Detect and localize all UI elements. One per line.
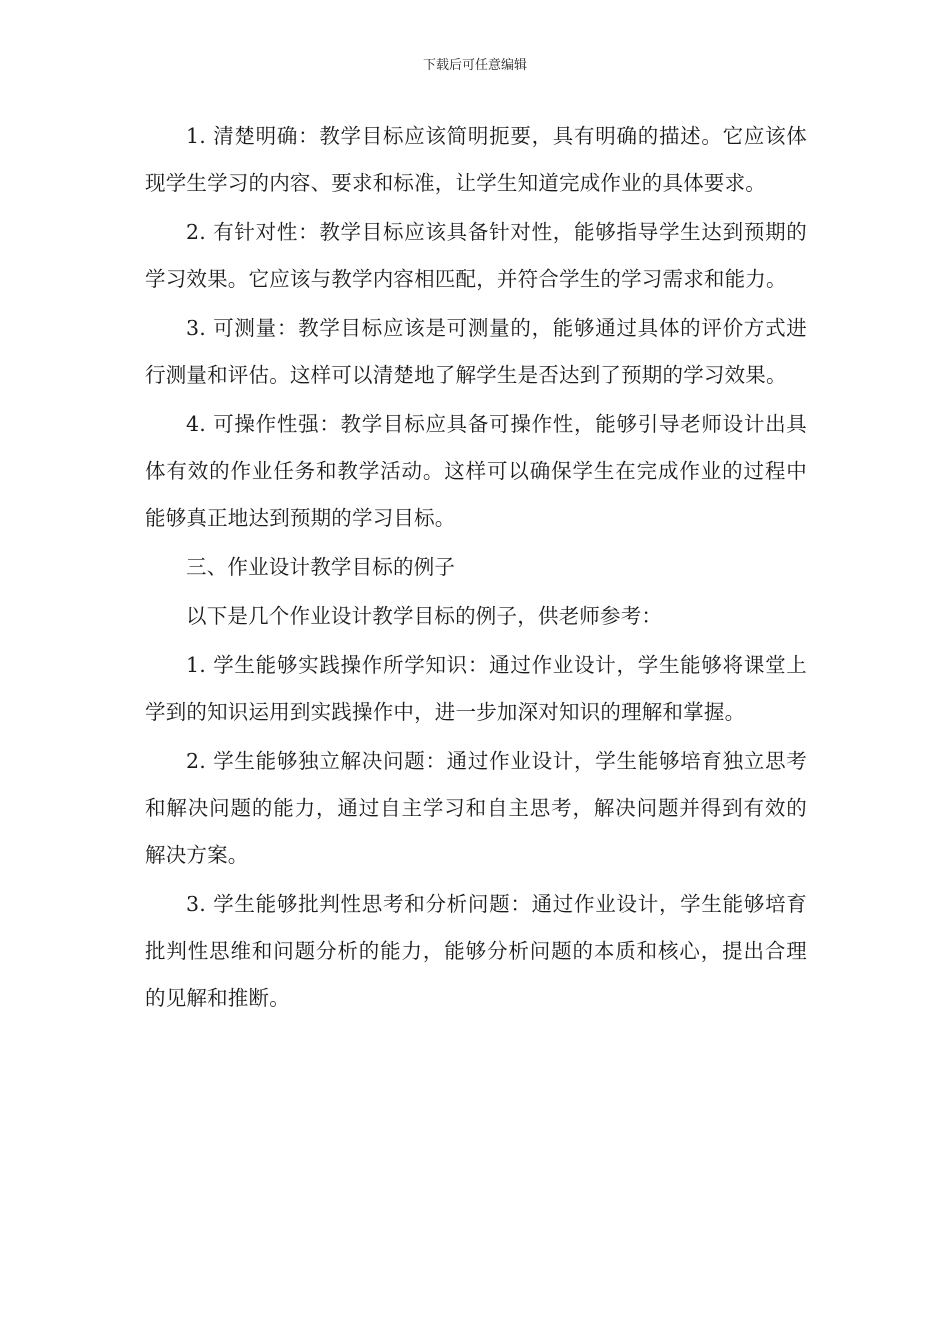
paragraph-example-1: 1. 学生能够实践操作所学知识：通过作业设计，学生能够将课堂上学到的知识运用到实践操作中，进一步加深对知识的理解和掌握。 [145, 653, 807, 724]
section-heading: 三、作业设计教学目标的例子 [186, 555, 456, 579]
paragraph-example-2: 2. 学生能够独立解决问题：通过作业设计，学生能够培育独立思考和解决问题的能力，通过自主学习和自主思考，解决问题并得到有效的解决方案。 [145, 749, 807, 867]
paragraph-criterion-3: 3. 可测量：教学目标应该是可测量的，能够通过具体的评价方式进行测量和评估。这样可以清楚地了解学生是否达到了预期的学习效果。 [145, 316, 807, 387]
paragraph-intro: 以下是几个作业设计教学目标的例子，供老师参考： [186, 604, 663, 628]
paragraph-criterion-2: 2. 有针对性：教学目标应该具备针对性，能够指导学生达到预期的学习效果。它应该与教学内容相匹配，并符合学生的学习需求和能力。 [145, 220, 807, 291]
paragraph-criterion-1: 1. 清楚明确：教学目标应该简明扼要，具有明确的描述。它应该体现学生学习的内容、要求和标准，让学生知道完成作业的具体要求。 [145, 124, 807, 195]
paragraph-criterion-4: 4. 可操作性强：教学目标应具备可操作性，能够引导老师设计出具体有效的作业任务和教学活动。这样可以确保学生在完成作业的过程中能够真正地达到预期的学习目标。 [145, 412, 807, 530]
page-header: 下载后可任意编辑 [422, 58, 527, 73]
paragraph-example-3: 3. 学生能够批判性思考和分析问题：通过作业设计，学生能够培育批判性思维和问题分析的能力，能够分析问题的本质和核心，提出合理的见解和推断。 [145, 892, 807, 1010]
document-body [145, 113, 807, 1024]
